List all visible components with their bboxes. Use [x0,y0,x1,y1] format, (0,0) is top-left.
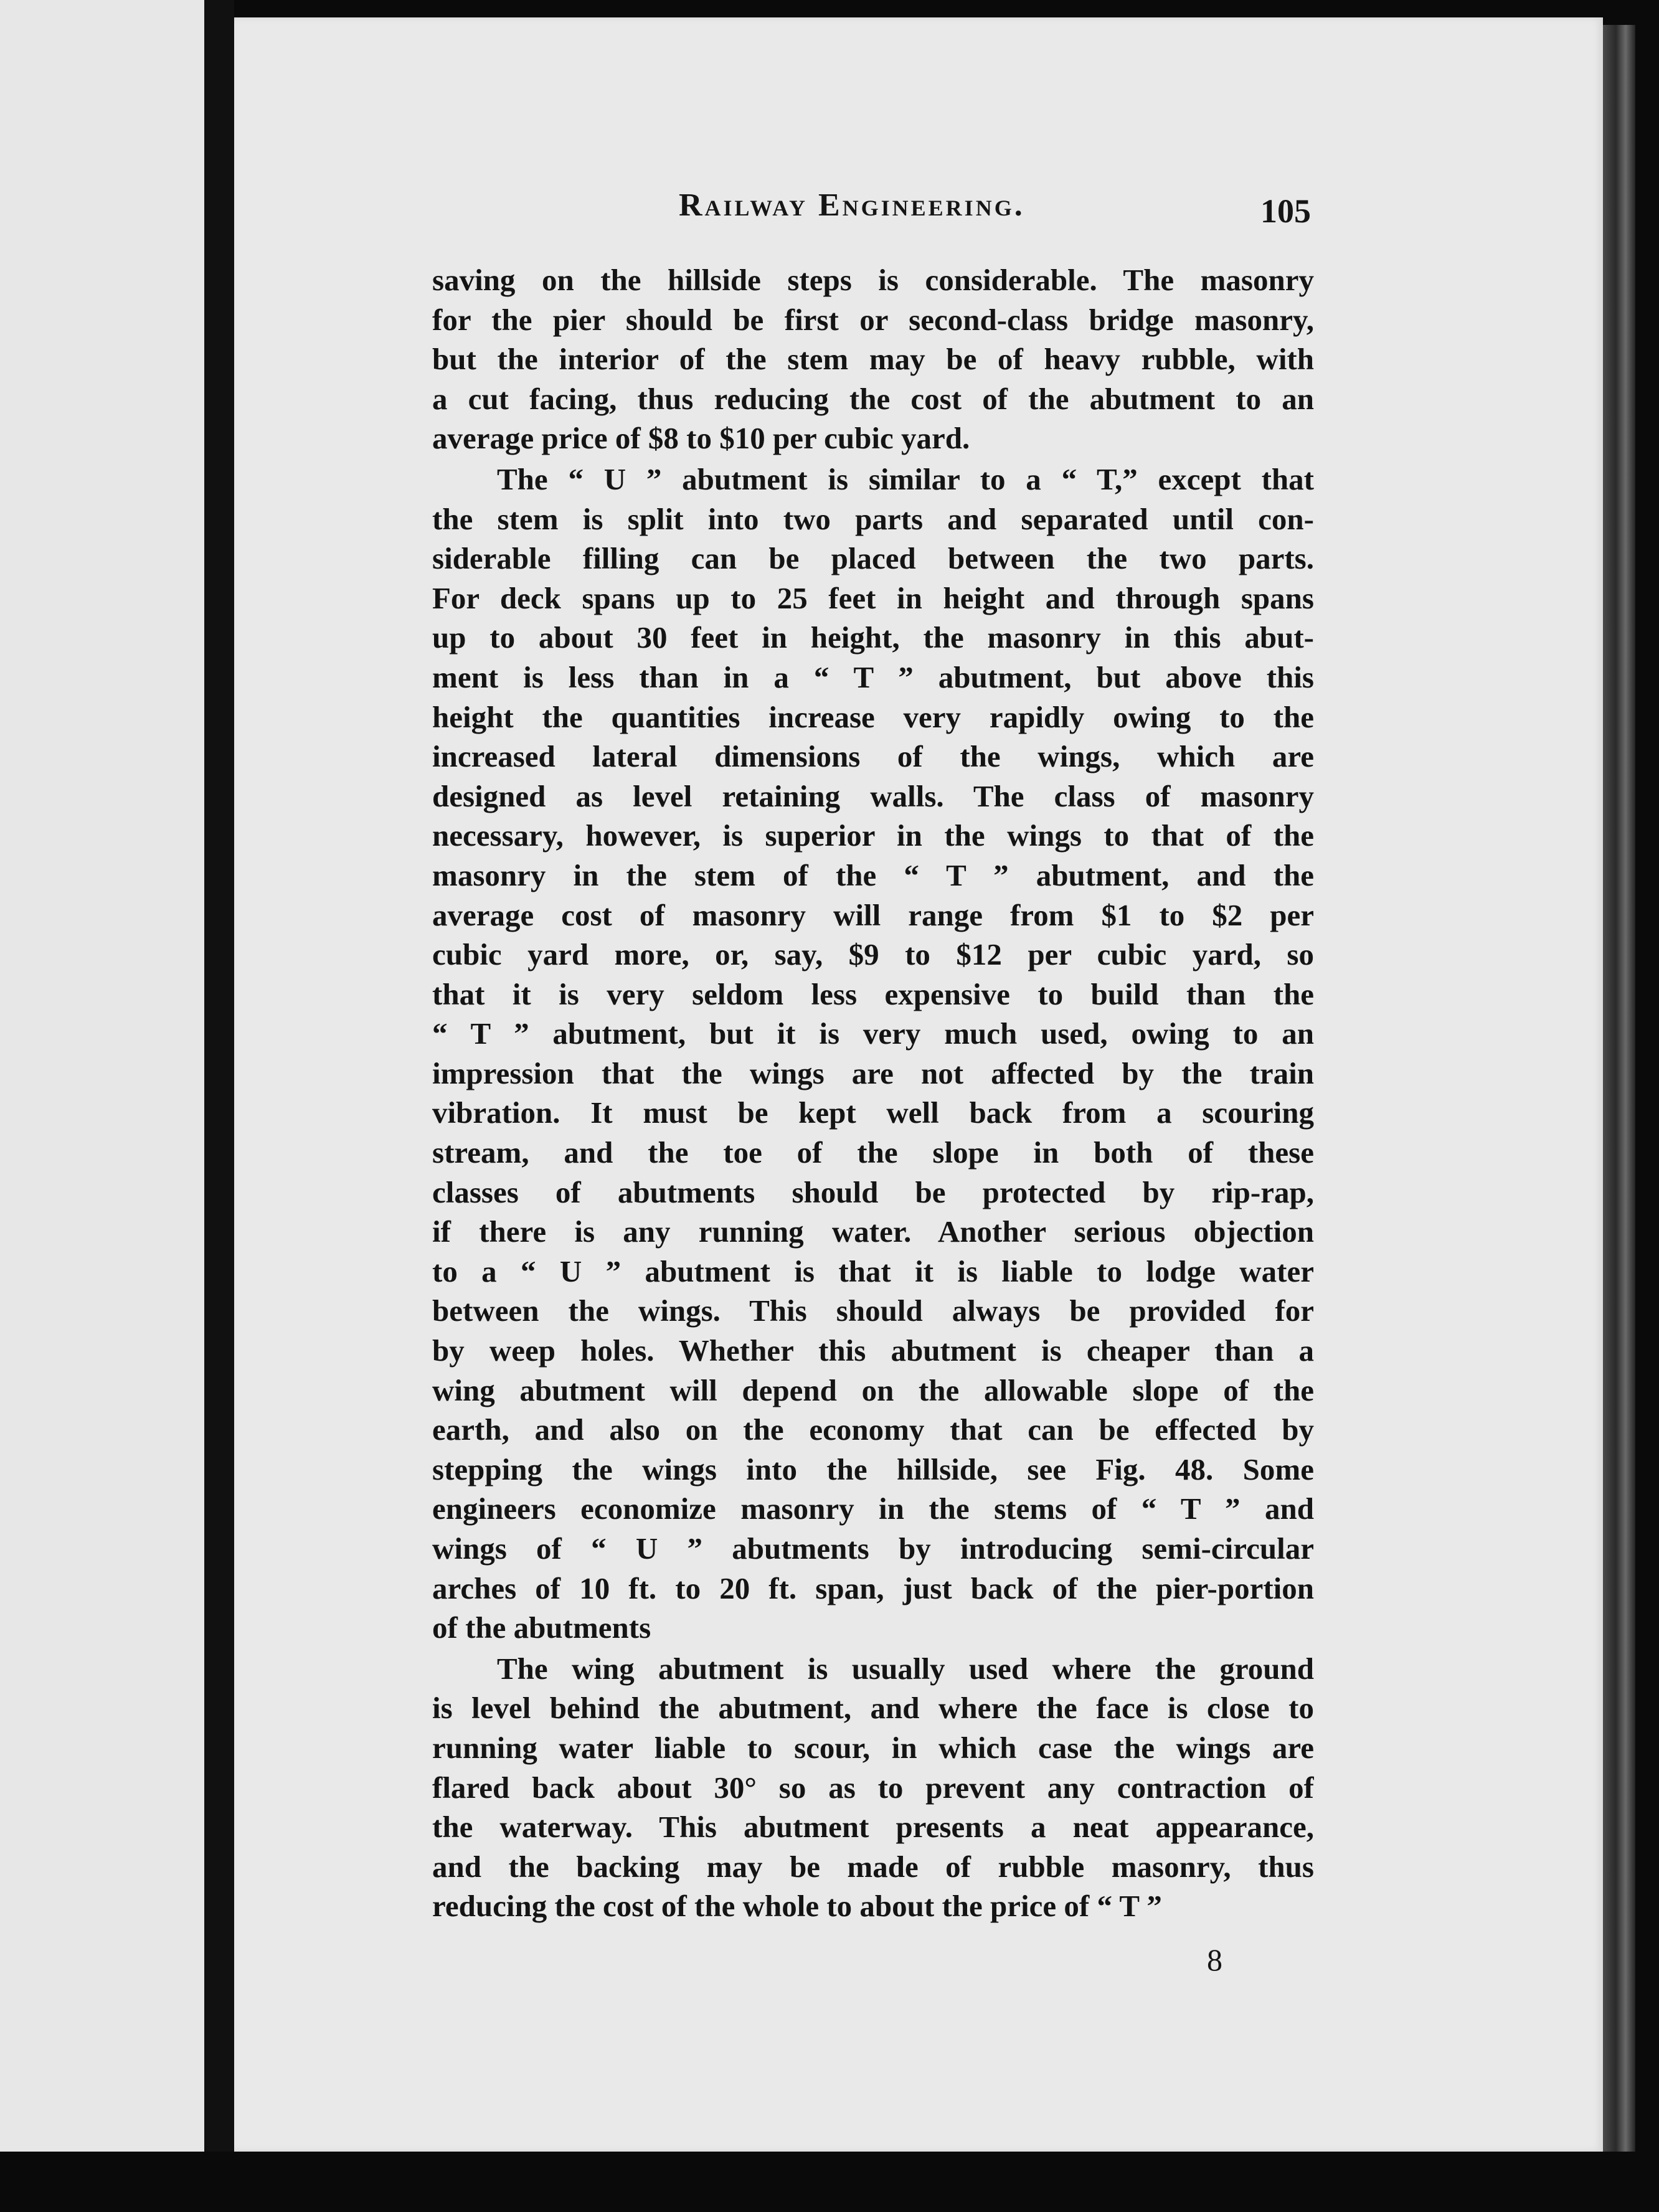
running-title: Railway Engineering. [679,187,1025,223]
text-line: necessary, however, is superior in the wings to that of the [432,818,1314,853]
text-line: stepping the wings into the hillside, see Fig. 48. Some [432,1452,1314,1486]
text-line: earth, and also on the economy that can be effected by [432,1412,1314,1447]
text-line: for the pier should be first or second-class bridge masonry, [432,302,1314,337]
text-line: saving on the hillside steps is considerable. The masonry [432,263,1314,297]
book-page [234,17,1603,2152]
text-line: arches of 10 ft. to 20 ft. span, just back of the pier-portion [432,1571,1314,1605]
paragraph [432,460,1314,1648]
text-line: cubic yard more, or, say, $9 to $12 per cubic yard, so [432,937,1314,972]
page-edge [1603,25,1635,2152]
text-line: impression that the wings are not affected by the train [432,1056,1314,1090]
facing-page [0,0,204,2152]
text-line: if there is any running water. Another serious objection [432,1214,1314,1249]
text-line: to a “ U ” abutment is that it is liable to lodge water [432,1254,1314,1288]
text-line: the stem is split into two parts and separated until con- [432,501,1314,536]
text-line: running water liable to scour, in which case the wings are [432,1730,1314,1765]
text-line: wing abutment will depend on the allowable slope of the [432,1373,1314,1407]
text-line: designed as level retaining walls. The class of masonry [432,778,1314,813]
text-line: masonry in the stem of the “ T ” abutment, and the [432,858,1314,892]
text-line: siderable filling can be placed between the two parts. [432,541,1314,576]
text-line: by weep holes. Whether this abutment is cheaper than a [432,1333,1314,1368]
text-line: For deck spans up to 25 feet in height and through spans [432,580,1314,615]
text-line: of the abutments [432,1610,651,1645]
text-line: The “ U ” abutment is similar to a “ T,” except that [497,461,1314,496]
text-line: “ T ” abutment, but it is very much used, owing to an [432,1016,1314,1051]
text-line: classes of abutments should be protected by rip-rap, [432,1175,1314,1209]
text-line: increased lateral dimensions of the wings, which are [432,739,1314,774]
text-line: average cost of masonry will range from $1 to $2 per [432,897,1314,932]
text-line: engineers economize masonry in the stems of “ T ” and [432,1491,1314,1526]
text-line: the waterway. This abutment presents a neat appearance, [432,1810,1314,1845]
text-line: between the wings. This should always be provided for [432,1293,1314,1328]
paragraph [432,260,1314,458]
text-line: The wing abutment is usually used where the ground [497,1651,1314,1686]
text-line: that it is very seldom less expensive to build than the [432,976,1314,1011]
text-line: but the interior of the stem may be of heavy rubble, with [432,342,1314,377]
text-line: wings of “ U ” abutments by introducing semi-circular [432,1531,1314,1566]
page-number: 105 [1260,192,1311,230]
text-line: is level behind the abutment, and where the face is close to [432,1691,1314,1726]
text-line: average price of $8 to $10 per cubic yard. [432,421,970,456]
text-line: and the backing may be made of rubble masonry, thus [432,1849,1314,1884]
text-line: vibration. It must be kept well back from a scouring [432,1095,1314,1130]
text-line: stream, and the toe of the slope in both of these [432,1135,1314,1170]
text-line: up to about 30 feet in height, the masonry in this abut- [432,620,1314,655]
paragraph [432,1649,1314,1926]
body-text [432,260,1314,1926]
text-line: ment is less than in a “ T ” abutment, but above this [432,659,1314,694]
text-line: reducing the cost of the whole to about the price of “ T ” [432,1889,1162,1924]
book-gutter [204,0,234,2152]
text-line: a cut facing, thus reducing the cost of the abutment to an [432,381,1314,416]
text-line: flared back about 30° so as to prevent any contraction of [432,1770,1314,1805]
running-head [234,187,1603,230]
text-line: height the quantities increase very rapidly owing to the [432,699,1314,734]
signature-mark: 8 [1207,1942,1222,1977]
